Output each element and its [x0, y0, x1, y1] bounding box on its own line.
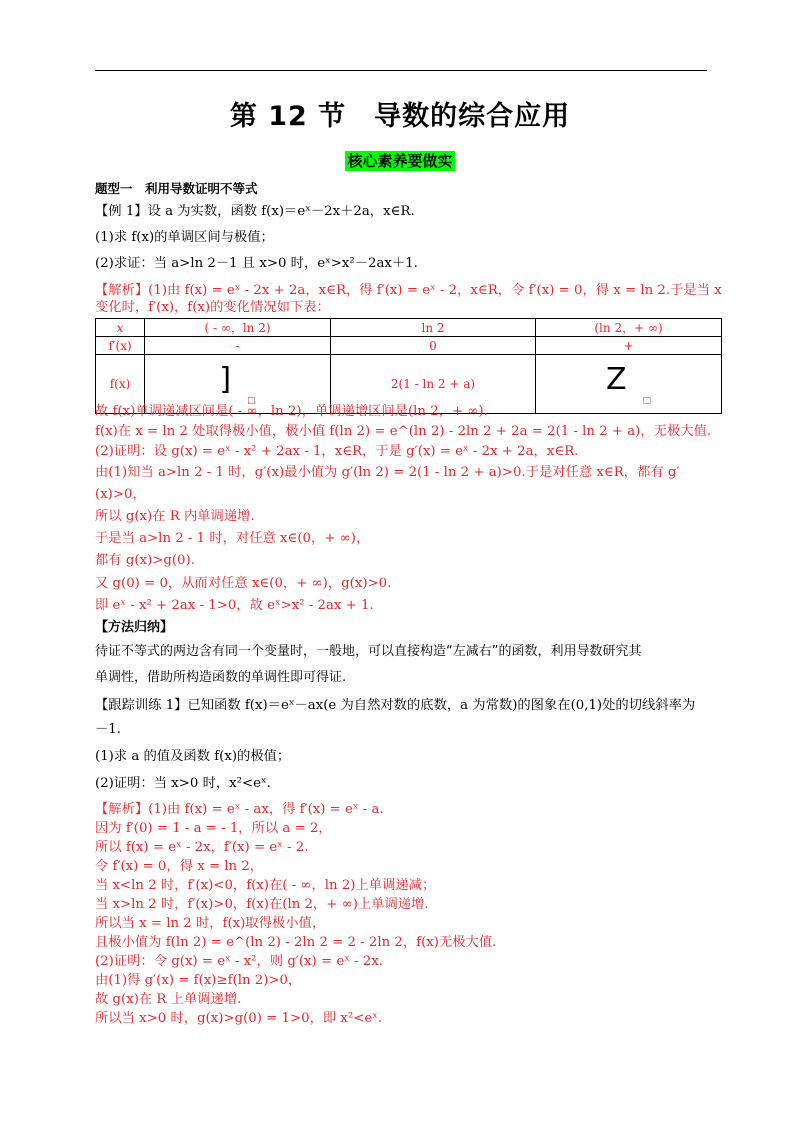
table-cell: ( - ∞，ln 2) [145, 319, 331, 337]
placeholder-box-icon: □ [247, 396, 256, 406]
table-cell: f(x) [96, 355, 145, 414]
solution-line: 于是当 a>ln 2 - 1 时，对任意 x∈(0，+ ∞)， [95, 531, 370, 546]
table-row [96, 337, 722, 355]
example-line: (2)求证：当 a>ln 2－1 且 x>0 时，eˣ>x²－2ax＋1. [95, 256, 418, 271]
table-cell: + [536, 337, 722, 355]
solution-line: 由(1)知当 a>ln 2 - 1 时，g′(x)最小值为 g′(ln 2) = 2(1 - ln 2 + a)>0.于是对任意 x∈R，都有 g′ [95, 465, 680, 480]
solution-line: 即 eˣ - x² + 2ax - 1>0，故 eˣ>x² - 2ax + 1. [95, 598, 374, 613]
banner-text: 核心素养要做实 [347, 152, 453, 170]
table-cell: - [145, 337, 331, 355]
practice-line: (1)求 a 的值及函数 f(x)的极值； [95, 749, 291, 764]
solution-line: 当 x>ln 2 时，f′(x)>0，f(x)在(ln 2，+ ∞)上单调递增. [95, 897, 429, 912]
table-cell: ln 2 [331, 319, 536, 337]
solution-line: 令 f′(x) = 0，得 x = ln 2， [95, 859, 264, 874]
decreasing-arrow-icon: ] [219, 362, 232, 397]
solution-line: 由(1)得 g′(x) = f(x)≥f(ln 2)>0， [95, 973, 302, 988]
method-line: 待证不等式的两边含有同一个变量时，一般地，可以直接构造“左减右”的函数，利用导数研究其 [95, 644, 642, 659]
solution-line: 当 x<ln 2 时，f′(x)<0，f(x)在( - ∞，ln 2)上单调递减； [95, 878, 436, 893]
banner [0, 150, 800, 171]
page-title: 第 12 节 导数的综合应用 [229, 101, 571, 132]
solution-line: 所以当 x = ln 2 时，f(x)取得极小值， [95, 916, 326, 931]
solution-line: 都有 g(x)>g(0). [95, 553, 195, 568]
example-line: 【例 1】设 a 为实数，函数 f(x)＝eˣ－2x＋2a，x∈R. [95, 204, 415, 219]
solution-line: 【解析】(1)由 f(x) = eˣ - 2x + 2a，x∈R，得 f′(x) = eˣ - 2，x∈R，令 f′(x) = 0，得 x = ln 2.于是当 x [95, 283, 722, 298]
table-cell: f′(x) [96, 337, 145, 355]
solution-line: 且极小值为 f(ln 2) = e^(ln 2) - 2ln 2 = 2 - 2ln 2，f(x)无极大值. [95, 935, 497, 950]
solution-line: 所以 g(x)在 R 内单调递增. [95, 509, 255, 524]
solution-line: 因为 f′(0) = 1 - a = - 1，所以 a = 2， [95, 821, 332, 836]
method-heading: 【方法归纳】 [95, 620, 174, 635]
table-cell: 2(1 - ln 2 + a) [331, 355, 536, 414]
practice-line: 【跟踪训练 1】已知函数 f(x)＝eˣ－ax(e 为自然对数的底数，a 为常数)的图象在(0,1)处的切线斜率为 [95, 698, 696, 713]
solution-line: f(x)在 x = ln 2 处取得极小值，极小值 f(ln 2) = e^(ln 2) - 2ln 2 + 2a = 2(1 - ln 2 + a)，无极大值. [95, 424, 712, 439]
solution-line: 故 f(x)单调递减区间是( - ∞，ln 2)，单调递增区间是(ln 2，+ ∞). [95, 404, 488, 419]
solution-line: 变化时，f′(x)，f(x)的变化情况如下表： [95, 300, 330, 315]
table-cell: (ln 2，+ ∞) [536, 319, 722, 337]
example-line: (1)求 f(x)的单调区间与极值； [95, 230, 274, 245]
solution-line: (x)>0， [95, 487, 146, 502]
increasing-arrow-icon: Z [605, 362, 627, 397]
solution-line: 所以 f(x) = eˣ - 2x，f′(x) = eˣ - 2. [95, 840, 309, 855]
practice-line: －1. [95, 722, 121, 737]
solution-line: (2)证明：设 g(x) = eˣ - x² + 2ax - 1，x∈R，于是 g′(x) = eˣ - 2x + 2a，x∈R. [95, 444, 579, 459]
solution-line: 所以当 x>0 时，g(x)>g(0) = 1>0，即 x²<eˣ. [95, 1011, 383, 1026]
table-cell: x [96, 319, 145, 337]
practice-line: (2)证明：当 x>0 时，x²<eˣ. [95, 776, 271, 791]
table-row [96, 319, 722, 337]
table-cell [536, 355, 722, 414]
section-heading: 题型一 利用导数证明不等式 [95, 181, 258, 196]
method-line: 单调性，借助所构造函数的单调性即可得证. [95, 670, 347, 685]
variation-table [95, 318, 722, 414]
placeholder-box-icon: □ [642, 396, 652, 406]
solution-line: 【解析】(1)由 f(x) = eˣ - ax，得 f′(x) = eˣ - a. [95, 802, 384, 817]
solution-line: (2)证明：令 g(x) = eˣ - x²，则 g′(x) = eˣ - 2x. [95, 954, 383, 969]
top-rule [95, 70, 707, 71]
solution-line: 又 g(0) = 0，从而对任意 x∈(0，+ ∞)，g(x)>0. [95, 576, 392, 591]
table-cell: 0 [331, 337, 536, 355]
solution-line: 故 g(x)在 R 上单调递增. [95, 992, 242, 1007]
